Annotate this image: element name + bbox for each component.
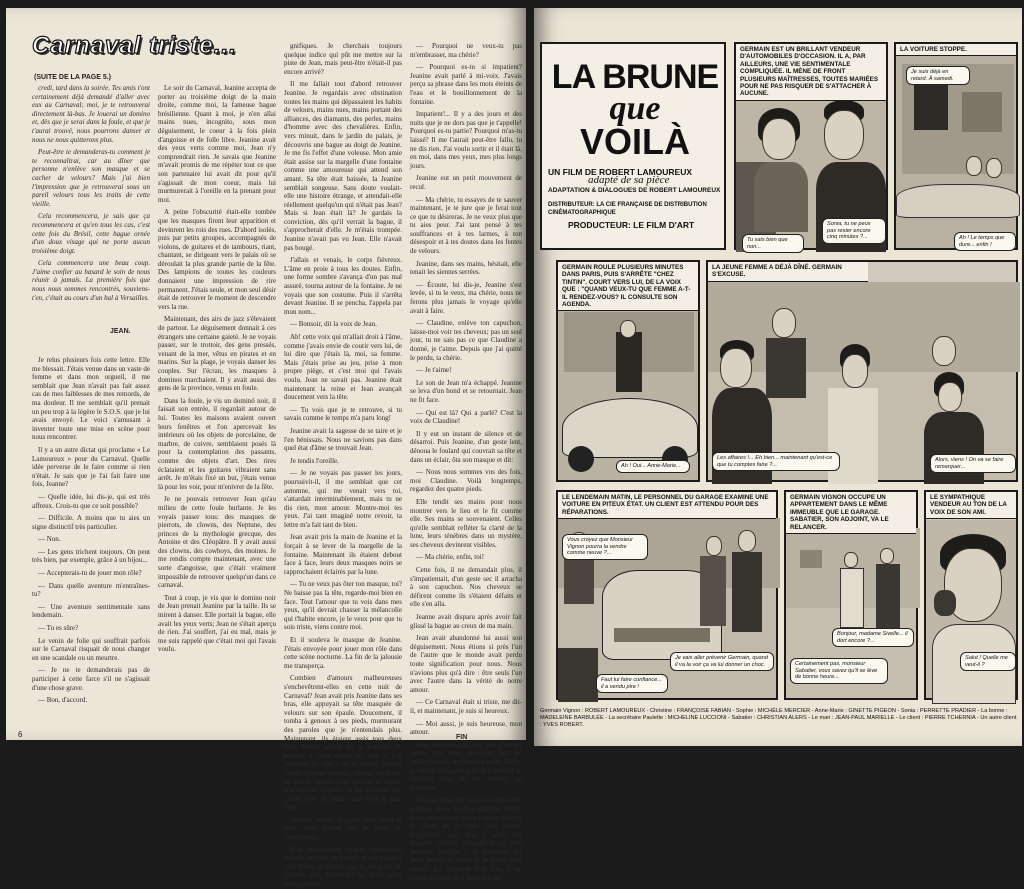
paragraph: — Qui est là? Qui a parlé? C'est la voix de Claudine!: [410, 408, 522, 426]
paragraph: Le son de Jean m'a échappé. Jeanine se leva d'un bond et se retournait. Jean ne fit face.: [410, 378, 522, 404]
page-number: 6: [18, 730, 23, 739]
column-2: [158, 84, 276, 728]
letter-signature: JEAN.: [110, 328, 131, 335]
paragraph: Peut-être te demanderas-tu comment je te reconnaîtrai, car au dîner que personne n'enlève son masque et se cacher de velours? Mais j'ai bien l'impression que je retrouverai sous un pareil velours tous les traits de cette vieille.: [32, 148, 150, 208]
paragraph: Dans la foule, je vis un dominó noir, il faisait son entrée, il regardait autour de lui. Toutes les maisons avaient ouvert leurs fenêtres et l'on apercevait les intérieurs où les objets de porcelaine, de marbre, de cuivre, semblaient posés là pour la contemplation des passants, comme des objets d'art. Des rires éclataient et les guitares vibraient sans arrêt. Je m'étais fixé un but, j'étais venue là pour les voir, pour m'enivrer de la fête.: [158, 396, 276, 491]
paragraph: Jean avait abandonné lui aussi son déguisement. Nous étions si près l'un de l'autre que le monde avait perdu toute signification pour nous. Nous n'avions plus qu'à dire : être seuls l'un avec l'autre dans la vérité de notre amour.: [410, 634, 522, 694]
paragraph: Tout à coup, je vis que le domino noir de Jean prenait Jeanine par la taille. Ils se mirent à danser. Elle portait la bague, elle avait les yeux verts; Jean ne s'était aperçu de rien. J'ai souffert, j'ai eu mal, mais je me suis rappelé que c'était moi qui l'avais voulu.: [158, 593, 276, 654]
film-title: [550, 60, 720, 160]
speech-bubble: Ah ! Oui... Anne-Marie...: [616, 460, 690, 473]
continued-note: (SUITE DE LA PAGE 5.): [34, 74, 112, 81]
paragraph: — Tu vois que je te retrouve, si tu savais comme le temps m'a paru long!: [284, 405, 402, 423]
paragraph: — Une aventure sentimentale sans lendemain.: [32, 602, 150, 620]
paragraph: — Je ne te demanderais pas de participer à cette farce s'il ne s'agissait d'une chose grave.: [32, 666, 150, 692]
paragraph: Jeanine avait la sagesse de se taire et je l'en bénissais. Nous ne savions pas dans quel état d'âme se trouvait Jean.: [284, 426, 402, 453]
paragraph: — Tu es sûre?: [38, 624, 79, 633]
column-1: [32, 356, 150, 728]
paragraph: — Quelle idée, lui dis-je, qui est très affreux. Crois-tu que ce soit possible?: [32, 492, 150, 510]
speech-bubble: Ah ! Le temps que dure... enfin !: [954, 232, 1016, 251]
paragraph: — Ma chérie, tu essayes de te sauver maintenant, je te jure que je ferai tout ce que tu désireras. Je ne veux plus que tu aies peur. J'ai tant pensé à tes souffrances et à tes larmes, à ton désespoir et à tes doutes dans les fentes de velours.: [410, 195, 522, 256]
speech-bubble: Je suis déjà en retard. À samedi.: [906, 66, 970, 85]
credit-film: UN FILM DE ROBERT LAMOUREUX: [548, 167, 693, 177]
comic-panel-3: [556, 260, 700, 482]
paragraph: — Écoute, lui dis-je, Jeanine s'est levée, si tu le veux, ma chérie, nous ne ferons plus jamais le voyage qu'elle avait à faire.: [410, 280, 522, 315]
paragraph: D'un mouvement souple, silencieuse comme un chat, je bondis et me plaçai à côté d'eux et m'assis sur la margelle de marbre, afin d'entendre les mots qu'ils échangeaient.: [284, 845, 402, 889]
panel-caption: LA VOITURE STOPPE.: [896, 44, 1016, 56]
paragraph: Il me fallait tout d'abord retrouver Jeanine. Je regardais avec obstination toutes les mains qui dépassaient les habits de velours, mains nues, mains portant des alliances, des diamants, des perles, mains d'homme avec des chevalières. Enfin, vers minuit, dans le jardin du palais, je découvris une bague au doigt de Jeanine. Je me fis l'effet d'une voleuse. Mon amie était assise sur la margelle d'une fontaine comme une amoureuse qui attend son amant. Sa tête était baissée, la Jeanine semblait songeuse. Sans doute voulait-elle une histoire étrange, et attendait-elle réellement quelqu'un qui n'était pas Jean? Mais si Jean était là? Je gardais la conviction, dès qu'il verrait la bague, il s'approcherait d'elle. Je m'étais trompée. Jeanine n'avait pas vu Jean. Elle n'avait pas bougé.: [284, 80, 402, 252]
paragraph: Je ne pouvais retrouver Jean qu'au milieu de cette foule hurlante. Je les voyais passer tous: des masques de pierrots, de clowns, des Neptune, des princes de la mythologie grecque, des Antoine et des Cléopâtre. Il y avait aussi des clowns, des cowboys, des moines. Je me rendis compte maintenant, avec une sorte d'angoisse, que c'était vraiment impossible de retrouver quelqu'un dans ce carnaval.: [158, 495, 276, 590]
paragraph: Jeanine eut un petit mouvement de recul.: [410, 174, 522, 191]
paragraph: — Pourquoi ne veux-tu pas m'embrasser, ma chérie?: [410, 42, 522, 59]
panel-illustration: [558, 306, 698, 480]
comic-panel-5: [556, 490, 778, 700]
paragraph: Jeanine, dans ses mains, hésitait, elle tenait les siennes serrées.: [410, 259, 522, 277]
panel-caption: LE SYMPATHIQUE VENDEUR AU TON DE LA VOIX DE SON AMI.: [926, 492, 1016, 519]
paragraph: — Accepterais-tu de jouer mon rôle?: [38, 569, 142, 578]
comic-panel-6: [784, 490, 918, 700]
comic-panel-2: [894, 42, 1018, 250]
panel-caption: GERMAIN EST UN BRILLANT VENDEUR D'AUTOMOBILES D'OCCASION. IL A, PAR AILLEURS, UNE VIE SENTIMENTALE COMPLIQUÉE. IL MÈNE DE FRONT PLUSIEURS MAÎTRESSES, TOUTES MARIÉES POUR NE PAS RISQUER DE S'ATTACHER À AUCUNE.: [736, 44, 886, 101]
paragraph: Jean m'embrassait avec tant d'amour tandis que nous revenions par les jardins hantés de dominos noirs. Enfin, je sentais que cette nuit de Carnaval ne cesserait plus de me revenir en mémoire.: [410, 740, 522, 792]
right-page: [534, 8, 1022, 746]
paragraph: — Bonsoir, dit la voix de Jean.: [290, 320, 377, 329]
paragraph: Jean avait pris la main de Jeanine et la forçait à se lever de la margelle de la fontaine. Maintenant ils étaient debout face à face, leurs deux masques noirs se rapprochaient éclairés par la lune.: [284, 533, 402, 576]
paragraph: Elle tendit ses mains pour nous montrer vers le lieu et le fit comme elle. Ses mains se souvenaient. Celles qu'elle semblait refléter la clarté de la lune, leurs ténèbres dans un mystère, ses cheveux devinrent visibles.: [410, 497, 522, 549]
paragraph: — Pourquoi es-tu si impatient? Jeanine avait parlé à mi-voix. J'avais perçu sa phrase dans les mots éteints de l'eau et le bouillonnement de la fontaine.: [410, 63, 522, 106]
end-mark: FIN: [456, 734, 468, 741]
credit-producteur: PRODUCTEUR: LE FILM D'ART: [568, 220, 695, 230]
column-4: [410, 42, 522, 882]
paragraph: — Tu ne veux pas ôter ton masque, toi? Ne baisse pas la tête, regarde-moi bien en face. Tout l'amour que tu vois dans mes yeux, qu'il devrait chasser la mélancolie qui t'habite encore, je le veux pour que tu sois triste, viens contre moi.: [284, 580, 402, 632]
article-title: Carnaval triste...: [32, 32, 237, 59]
speech-bubble: Faut lui faire confiance... il a vendu pire !: [596, 674, 668, 693]
paragraph: Le venin de folie qui souffrait parfois sur le Carnaval risquait de nous changer en une scandale ou un meurtre.: [32, 636, 150, 662]
paragraph: Et il souleva le masque de Jeanine. J'étais envoyée pour jouer mon rôle dans cette scène nocturne. La fin de la jalousie me transperça.: [284, 636, 402, 670]
title-panel: [540, 42, 726, 250]
speech-bubble: Salut ! Quelle me veut-il ?: [960, 652, 1016, 671]
panel-illustration: [926, 520, 1016, 698]
speech-bubble: Vous croyez que Monsieur Vignon pourra la vendre comme neuve ?...: [562, 534, 648, 560]
paragraph: — Non.: [38, 535, 61, 544]
paragraph: Il y eut un instant de silence et de désarroi. Puis Jeanine, d'un geste lent, dénoua le foulard qui couvrait sa tête et dans un éclair, ôta son masque et dit:: [410, 429, 522, 464]
paragraph: J'allais et venais, le corps fiévreux. L'âme en proie à tous les doutes. Enfin, une forme sombre s'avança d'un pas mal assuré, tourna autour de la fontaine. Je ne voyais que son costume. Puis il s'arrêta devant Jeanine. Il se pencha, l'appela par mon nom...: [284, 256, 402, 316]
paragraph: — Les gens trichent toujours. On peut très bien, par exemple, grâce à un bijou...: [32, 547, 150, 565]
paragraph: Cette fois, il ne demandait plus, il s'impatientait, d'un geste sec il arracha à son capuchon. Nos cheveux se défirent comme ils s'étaient défaits et elle s'en alla.: [410, 566, 522, 609]
paragraph: — Je t'aime!: [416, 366, 452, 375]
paragraph: Combien d'amours malheureuses s'enchevêtrent-elles en cette nuit de Carnaval? Jean avait pris Jeanine dans ses bras, elle appuyait sa tête masquée de velours sur son épaule. Doucement, il tomba à genoux à ses pieds, murmurant des paroles que je n'entendais plus. Maintenant, ils étaient assis tous deux dans l'herbe auprès de la fontaine. Je pensais à cette scène du film « Les Visiteurs du soir » où le diable, furieux contre l'amour humain, change en statue de pierre, auprès d'une source, le couple d'amoureux enlacés... Il me semblait que j'allais finir de perdre mon bien le plus cher.: [284, 674, 402, 812]
comic-panel-7: [924, 490, 1018, 700]
speech-bubble: Tu sais bien que non...: [742, 234, 804, 253]
paragraph: — Ma chérie, enfin, toi!: [416, 553, 485, 562]
film-title-line-3: VOILÀ: [579, 121, 690, 162]
credit-adaptation: ADAPTATION & DIALOGUES DE ROBERT LAMOUREUX: [548, 187, 721, 194]
comic-panel-4: [706, 260, 1018, 482]
paragraph: — Difficile. A moins que tu aies un signe distinctif très particulier.: [32, 514, 150, 531]
left-page: [6, 8, 526, 889]
panel-caption: GERMAIN ROULE PLUSIEURS MINUTES DANS PARIS, PUIS S'ARRÊTE "CHEZ TINTIN". COURT VERS LUI, DE LA VOIX QUE : "QUAND VEUX-TU QUE FEMME A-T-IL RENDEZ-VOUS? IL CONSULTE SON AGENDA.: [558, 262, 698, 311]
paragraph: A peine l'obscurité était-elle tombée que les masques firent leur apparition et devinrent les rois des rues. D'abord isolés, puis par petits groupes, accompagnés de violons, de guitares et de tambours, riant, chantant, se dirigeant vers le palais où se déroulait la plus grande partie de la fête. Des lampions de toutes les couleurs donnaient une impression de rire permanent. J'étais seule, et mon seul désir était de retrouver le moment de descendre vers la rue.: [158, 208, 276, 311]
speech-bubble: Alors, viens ! On va se faire remarquer...: [930, 454, 1016, 473]
column-1-italic: [32, 84, 150, 349]
panel-illustration: [708, 282, 1016, 480]
paragraph: Le soir du Carnaval, Jeanine accepta de porter au troisième doigt de la main droite, comme moi, la fameuse bague brésilienne. Quant à moi, je n'en allai mains nues, incognito, sous mon déguisement, le coeur à la fois plein d'angoisse et de folle libre. Jeanine avait des yeux verts comme moi, Jean n'y comprendrait rien. Je savais que Jeanine m'avait promis de me répéter tout ce que son partenaire lui avait dit pour qu'il s'agissait de mon coeur, mais lui murmurerait à l'oreille en la prenant pour moi.: [158, 84, 276, 204]
column-3: [284, 42, 402, 889]
speech-bubble: Sonia, tu ne peux pas rester encore cinq minutes ?...: [822, 218, 886, 244]
speech-bubble: Les affaires !... Eh bien... maintenant qu'est-ce que tu comptes faire ?...: [712, 452, 840, 471]
paragraph: — Bon, d'accord.: [38, 696, 88, 705]
speech-bubble: Certainement pas, monsieur Sabatier, vous savez qu'il se lève de bonne heure...: [790, 658, 888, 684]
comic-panel-1: [734, 42, 888, 250]
paragraph: gnifiques. Je cherchais toujours quelque indice qui pût me mettre sur la piste de Jean, mais peut-être n'était-il pas encore arrivé?: [284, 42, 402, 76]
paragraph: Ah! cette voix qui m'allait droit à l'âme, comme j'avais envie de courir vers lui, de lui dire que j'étais là, moi, sa femme. Mais j'étais prise au jeu, prise à mon propre piège, et c'est moi qui l'avais voulu. Jean ne savait pas. Jeanine était maintenant la reine et Jean avançait doucement vers la tête.: [284, 333, 402, 402]
paragraph: Impatient!... Il y a des jours et des nuits que je ne dors pas que je t'appelle! Pourquoi es-tu partie? Pourquoi m'as-tu laissé? Il me l'aurait peut-être fallu, tu ne dis rien. J'ai voulu sortir et il était là, en moi, dans mes yeux, mes plus longs jours.: [410, 110, 522, 170]
credits-block: [548, 168, 724, 229]
paragraph: Il y a un autre dictat qui proclame « Le Lamoureux » pour du Carnaval. Quelle idée perverse de le faire comme si rien n'était. Je sais que je l'ai fait faire une fois, Jeanne?: [32, 445, 150, 489]
paragraph: Masque contre masque, mon mari et mon amie étaient sur le point de s'embrasser.: [284, 815, 402, 842]
paragraph: Cela recommencera, je sais que ça recommencera et qu'en tous les cas, c'est cette fois du Brésil, cette bague ornée d'un doux visage qui ne porte aucun troisième doigt.: [32, 212, 150, 255]
paragraph: Maintenant, des airs de jazz s'élevaient de partout. Le déguisement donnait à ces étrangers une certaine gaieté. Je ne voyais passer, sur le trottoir, des gens pressés, venant de la mer, vêtus en pirates et en marins. Sur la plage, je voyais danser les couples. Sur l'écran, les masques à dominos marchaient. Il y avait aussi des gens de la province, venus en foule.: [158, 315, 276, 393]
film-title-line-2: que: [609, 90, 661, 127]
speech-bubble: Je vais aller prévenir Germain, quand il va la voir ça va lui donner un choc.: [670, 652, 774, 671]
paragraph: credi, tard dans la soirée. Tes amis t'ont certainement déjà demandé d'aller avec eux au Carnaval; moi, je te retrouverai directement là-bas. Je louerai un domino et, dès que je serai dans la foule, et que je t'aurai trouvé, nous pourrons danser et nous ne nous quitterons plus.: [32, 84, 150, 144]
speech-bubble: Bonjour, madame Sivelle... il dort encore ?...: [832, 628, 914, 647]
paragraph: Je relus plusieurs fois cette lettre. Elle me blessait. J'étais venue dans un vaste de femme et dans mon orgueil, il me semblait que Jean n'avait pas fait assez cas de mes faiblesses de mes remords, de ma douleur. Il me semblait qu'il prenait un peu trop à la légère le S.O.S. que je lui avais envoyé. Le voici s'amusant à inventer toute une mise en scène pour nous rencontrer.: [32, 356, 150, 442]
paragraph: Tout au long des rues, les chants des guitares nous accompagnaient. Enfin, nous retrouvâmes notre chemin grâce à la clarté de la lune. Une plainte magnifique que Jean y avait fait déposer s'élevait d'espagnole en mon absence, pareille à la tendresse qui avait grandi en nous, et le soleil nous surprit. Le chanteur était fou, il ne s'aperçut point qu'il nous suivait.: [410, 796, 522, 882]
paragraph: Cela commencera une beau coup. J'aime confier au hasard le soin de nous réunir à jamais. La première fois que nous nous sommes rencontrés, souviens-t'en, c'était au cours d'un bal à Versailles.: [32, 259, 150, 302]
paragraph: — Claudine, enlève ton capuchon, laisse-moi voir tes cheveux; pas un seul jour, tu ne sais pas ce que Claudine a donné, je t'aime. Depuis que j'ai quitté le perdu, ta chérie.: [410, 319, 522, 362]
cast-list: Germain Vignon : ROBERT LAMOUREUX - Christine : FRANÇOISE FABIAN - Sophie : MICHÈLE MERCIER - Anne-Marie : GINETTE PIGEON - Sonia : PERRETTE PRADIER - La bonne : MADELEINE BARBULÉE - La secrétaire Paulette : MICHELINE LUCCIONI - Sabatier : CHRISTIAN ALERS - Le mari : JEAN-PAUL MARIELLE - Le client : PIERRE TCHERNIA - Un autre client : YVES ROBERT.: [540, 708, 1017, 728]
film-title-line-1: LA BRUNE: [551, 58, 719, 96]
credit-distributeur: DISTRIBUTEUR: LA CIE FRANÇAISE DE DISTRIBUTION CINÉMATOGRAPHIQUE: [548, 202, 707, 216]
paragraph: — Ce Carnaval était si triste, me dit-il, et maintenant, je suis si heureux.: [410, 698, 522, 715]
panel-caption: LA JEUNE FEMME A DÉJÀ DÎNÉ. GERMAIN S'EXCUSE.: [708, 262, 868, 282]
panel-caption: GERMAIN VIGNON OCCUPE UN APPARTEMENT DANS LE MÊME IMMEUBLE QUE LE GARAGE. SABATIER, SON ADJOINT, VA LE RELANCER.: [786, 492, 916, 534]
paragraph: — Dans quelle aventure m'entraînes-tu?: [32, 581, 150, 599]
paragraph: — Moi aussi, je suis heureuse, mon amour.: [410, 719, 522, 737]
panel-caption: LE LENDEMAIN MATIN, LE PERSONNEL DU GARAGE EXAMINE UNE VOITURE EN PITEUX ÉTAT. UN CLIENT EST ATTENDU POUR DES RÉPARATIONS.: [558, 492, 776, 519]
credit-adapte: adapté de sa pièce: [588, 174, 670, 186]
paragraph: — Je ne voyais pas passer les jours, poursuivit-il, il me semblait que cet automne, qui me venait vers toi, s'attardait interminablement, mais tu ne dis rien, mon amour. Montre-moi tes yeux. J'ai tant imaginé notre revoir, ta lettre m'a fait tant de bien.: [284, 469, 402, 529]
paragraph: — Nous nous sommes vus des fois, moi Claudine. Voilà longtemps, regardez des quatre pieds.: [410, 468, 522, 494]
paragraph: Je tendis l'oreille.: [290, 456, 339, 465]
paragraph: Jeanne avait disparu après avoir fait glissé la bague au creux de ma main.: [410, 613, 522, 630]
